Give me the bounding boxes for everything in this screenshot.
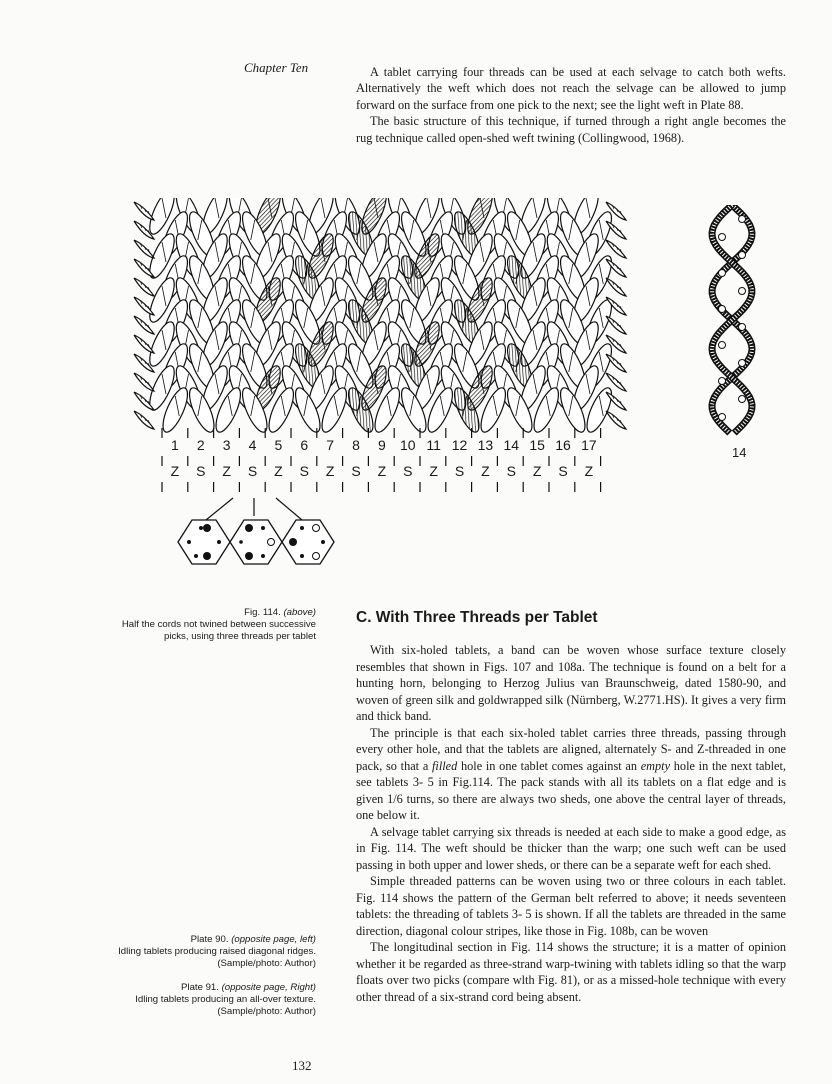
threading-direction: S	[196, 463, 206, 479]
caption-position: (opposite page, Right)	[221, 982, 316, 993]
weft-section	[739, 360, 746, 367]
threading-direction: S	[403, 463, 413, 479]
body-paragraph	[356, 725, 786, 824]
tablet-number: 4	[248, 437, 257, 453]
tablet-3-hexagon	[178, 520, 230, 564]
tablet-number: 2	[196, 437, 205, 453]
band-illustration	[130, 198, 630, 583]
tablet-number: 13	[477, 437, 494, 453]
threading-direction: S	[351, 463, 361, 479]
tablet-number: 10	[399, 437, 416, 453]
tablet-number-row	[162, 437, 602, 453]
tablet-number: 12	[451, 437, 468, 453]
caption-text: Idling tablets producing an all-over texture. (Sample/photo: Author)	[135, 994, 316, 1018]
emphasis: filled	[432, 758, 458, 773]
threading-direction: Z	[377, 463, 387, 479]
tablet-number: 3	[222, 437, 231, 453]
twisted-strand	[712, 205, 752, 433]
weft-section	[739, 324, 746, 331]
tablet-number: 11	[426, 437, 441, 453]
plate91-caption	[100, 982, 316, 1019]
threading-direction: Z	[274, 463, 283, 479]
caption-number: Plate 91.	[181, 982, 219, 993]
caption-number: Plate 90.	[190, 934, 229, 945]
caption-position: (opposite page, left)	[231, 934, 316, 945]
caption-position: (above)	[283, 607, 316, 618]
fig114-band-drawing	[130, 198, 630, 583]
threading-direction: Z	[481, 463, 490, 479]
text-run: The principle is that each six-holed tablet carries three threads, passing through every other hole, and that the tablets are aligned, alternately S- and Z-threaded in one pack, so that a	[356, 725, 786, 773]
threading-direction: Z	[429, 463, 438, 479]
tablet-number: 16	[555, 437, 571, 453]
tablet-number: 7	[326, 437, 335, 453]
weft-section	[739, 288, 746, 295]
cord-twist	[134, 335, 154, 353]
cord-twist	[134, 278, 154, 296]
caption-text: Half the cords not twined between successive picks, using three threads per tablet	[121, 619, 316, 643]
threading-direction: S	[247, 463, 258, 479]
threading-direction: S	[506, 463, 516, 479]
warp-floats	[145, 198, 616, 435]
weft-section	[739, 396, 746, 403]
fig114-caption	[100, 607, 316, 644]
intro-paragraph: A tablet carrying four threads can be used at each selvage to catch both wefts. Alternatively the weft which does not reach the selvage can be allowed to jump forward on the surface from one pick to the next; see the light weft in Plate 88.	[356, 65, 786, 112]
section-label: 14	[732, 445, 747, 460]
weft-section	[719, 270, 726, 277]
cord-twist	[134, 373, 154, 391]
text-run: hole in one tablet comes against an	[457, 758, 641, 773]
section-heading: C. With Three Threads per Tablet	[356, 609, 598, 626]
cord-twist	[134, 202, 154, 220]
body-paragraph: With six-holed tablets, a band can be woven whose surface texture closely resembles that shown in Figs. 107 and 108a. The technique is found on a belt for a hunting horn, belonging to Herzog Julius van Braunschweig, dated 1580-90, and woven of green silk and goldwrapped silk (Nürnberg, W.2771.HS). It gives a very firm and thick band.	[356, 643, 786, 723]
weft-section	[719, 342, 726, 349]
threading-direction: Z	[170, 463, 180, 479]
tablet-number: 1	[171, 437, 179, 453]
weft-section	[719, 234, 726, 241]
weft-section	[719, 306, 726, 313]
body-paragraph: The longitudinal section in Fig. 114 shows the structure; it is a matter of opinion whether it be regarded as three-strand warp-twining with tablets idling so that the warp floats over two picks (compare wlth Fig. 81), or as a missed-hole technique with every other thread of a six-strand cord being absent.	[356, 940, 786, 1004]
body-paragraph: Simple threaded patterns can be woven using two or three colours in each tablet. Fig. 114 shows the pattern of the German belt referred to above; it needs seventeen tablets: the threading of tablets 3- 5 is shown. If all the tablets are threaded in the same direction, diagonal colour stripes, like those in Fig. 108b, can be woven	[356, 874, 786, 938]
threading-direction-row	[162, 463, 602, 479]
cord-twist	[606, 411, 626, 429]
page-number: 132	[292, 1058, 312, 1073]
cord-twist	[134, 411, 154, 429]
weft-section	[719, 414, 726, 421]
threading-direction: S	[454, 463, 465, 479]
tablet-number: 14	[503, 437, 520, 453]
longitudinal-section-diagram	[702, 205, 762, 440]
cord-twist	[606, 278, 626, 296]
text-run: hole in the next tablet, see tablets 3- 5 in Fig.114. The pack stands with all its tablets on a flat edge and is given 1/6 turns, so there are always two sheds, one above the central layer of threads, one below it.	[356, 758, 786, 822]
threading-direction: S	[299, 463, 309, 479]
cord-twist	[134, 240, 154, 258]
tablet-5-hexagon	[282, 520, 334, 564]
threading-direction: Z	[325, 463, 335, 479]
intro-paragraph: The basic structure of this technique, if turned through a right angle becomes the rug technique called open-shed weft twining (Collingwood, 1968).	[356, 114, 786, 145]
caption-number: Fig. 114.	[244, 607, 281, 618]
tablet-number: 6	[300, 437, 309, 453]
plate90-caption	[100, 934, 316, 971]
threading-direction: Z	[532, 463, 542, 479]
cord-twist	[606, 316, 626, 334]
weft-section	[719, 378, 726, 385]
weft-section	[739, 216, 746, 223]
tablet-number: 15	[529, 437, 545, 453]
running-head: Chapter Ten	[244, 60, 309, 75]
threading-diagram	[178, 498, 334, 564]
emphasis: empty	[640, 758, 671, 773]
threading-direction: Z	[222, 463, 231, 479]
threading-direction: Z	[584, 463, 594, 479]
body-paragraph: A selvage tablet carrying six threads is needed at each side to make a good edge, as in Fig. 114. The weft should be thicker than the warp; one such weft can be used passing in both upper and lower sheds, or there can be a separate weft for each shed.	[356, 824, 786, 872]
tablet-4-hexagon	[230, 520, 282, 564]
weft-section	[739, 252, 746, 259]
tablet-number: 9	[378, 437, 386, 453]
tablet-number: 17	[581, 437, 597, 453]
tablet-number: 8	[352, 437, 360, 453]
threading-direction: S	[558, 463, 568, 479]
tablet-number: 5	[274, 437, 283, 453]
caption-text: Idling tablets producing raised diagonal ridges. (Sample/photo: Author)	[118, 946, 316, 970]
intro-text	[356, 64, 786, 146]
cord-twist	[606, 240, 626, 258]
body-text	[356, 642, 786, 1005]
